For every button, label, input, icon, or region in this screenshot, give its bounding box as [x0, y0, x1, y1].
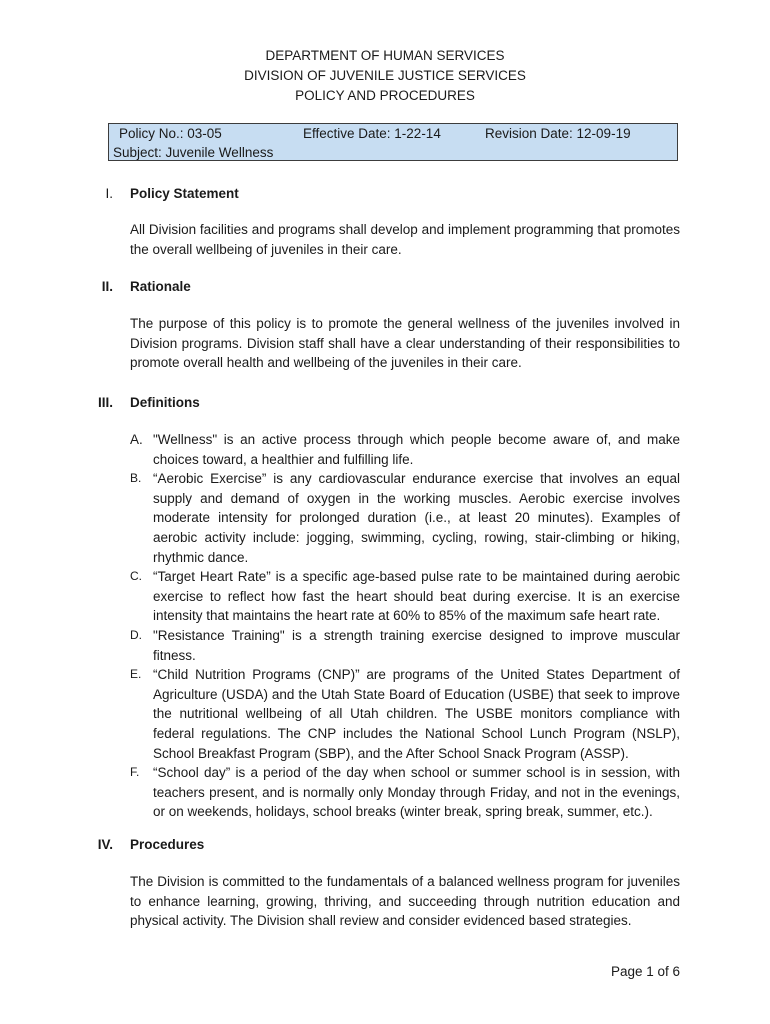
definition-text: “School day” is a period of the day when school or summer school is in session, with teachers present, and is normally only Monday through Friday, and not in the evenings, or on weekends, holidays, school breaks (winter break, spring break, summer, etc.).	[153, 765, 680, 820]
definition-letter: B.	[130, 471, 142, 486]
definition-letter: A.	[130, 432, 143, 447]
header-department: DEPARTMENT OF HUMAN SERVICES	[265, 48, 505, 63]
definition-item	[130, 469, 680, 567]
policy-number: Policy No.: 03-05	[119, 126, 222, 141]
section-title: Policy Statement	[130, 186, 239, 201]
section-number: III.	[97, 395, 113, 410]
revision-date: Revision Date: 12-09-19	[485, 126, 631, 141]
definition-letter: C.	[130, 569, 142, 584]
definition-text: “Aerobic Exercise” is any cardiovascular endurance exercise that involves an equal supply and demand of oxygen in the working muscles. Aerobic exercise involves moderate intensity for prolonged duration (i.e., at least 20 minutes). Examples of aerobic activity include: jogging, swimming, cycling, rowing, stair-climbing or hiking, rhythmic dance.	[153, 471, 680, 565]
definition-item	[130, 567, 680, 626]
section-number: II.	[101, 279, 113, 294]
section-title: Definitions	[130, 395, 200, 410]
definition-text: "Resistance Training" is a strength training exercise designed to improve muscular fitness.	[153, 627, 680, 663]
definition-text: “Target Heart Rate” is a specific age-based pulse rate to be maintained during aerobic exercise to reflect how fast the heart should beat during exercise. It is an exercise intensity that maintains the heart rate at 60% to 85% of the maximum safe heart rate.	[153, 569, 680, 624]
header-policy-procedures: POLICY AND PROCEDURES	[295, 88, 475, 103]
definition-letter: D.	[130, 627, 142, 642]
policy-subject: Subject: Juvenile Wellness	[113, 145, 274, 160]
policy-info-box	[108, 123, 678, 161]
header-division: DIVISION OF JUVENILE JUSTICE SERVICES	[244, 68, 526, 83]
definition-item	[130, 430, 680, 469]
section-title: Rationale	[130, 279, 191, 294]
definitions-list	[130, 430, 680, 822]
rationale-text: The purpose of this policy is to promote the general wellness of the juveniles involved in Division programs. Division staff shall have a clear understanding of their responsibilities to promote overall health and wellbeing of the juveniles in their care.	[130, 316, 680, 371]
definition-letter: F.	[130, 765, 140, 780]
policy-statement-text: All Division facilities and programs shall develop and implement programming that promotes the overall wellbeing of juveniles in their care.	[130, 222, 680, 257]
section-title: Procedures	[130, 837, 205, 852]
procedures-text: The Division is committed to the fundamentals of a balanced wellness program for juveniles to enhance learning, growing, thriving, and succeeding through nutrition education and physical activity. The Division shall review and consider evidenced based strategies.	[130, 874, 680, 929]
definition-text: “Child Nutrition Programs (CNP)” are programs of the United States Department of Agriculture (USDA) and the Utah State Board of Education (USBE) that seek to improve the nutritional wellbeing of all Utah children. The USBE monitors compliance with federal regulations. The CNP includes the National School Lunch Program (NSLP), School Breakfast Program (SBP), and the After School Snack Program (ASSP).	[153, 667, 680, 761]
definition-text: "Wellness" is an active process through which people become aware of, and make choices toward, a healthier and fulfilling life.	[153, 432, 680, 467]
effective-date: Effective Date: 1-22-14	[303, 126, 441, 141]
section-number: IV.	[97, 837, 113, 852]
document-header	[0, 46, 770, 106]
definition-item	[130, 626, 680, 665]
definition-item	[130, 665, 680, 763]
section-number: I.	[105, 186, 113, 201]
definition-letter: E.	[130, 667, 142, 682]
page-number: Page 1 of 6	[610, 964, 680, 979]
definition-item	[130, 763, 680, 822]
